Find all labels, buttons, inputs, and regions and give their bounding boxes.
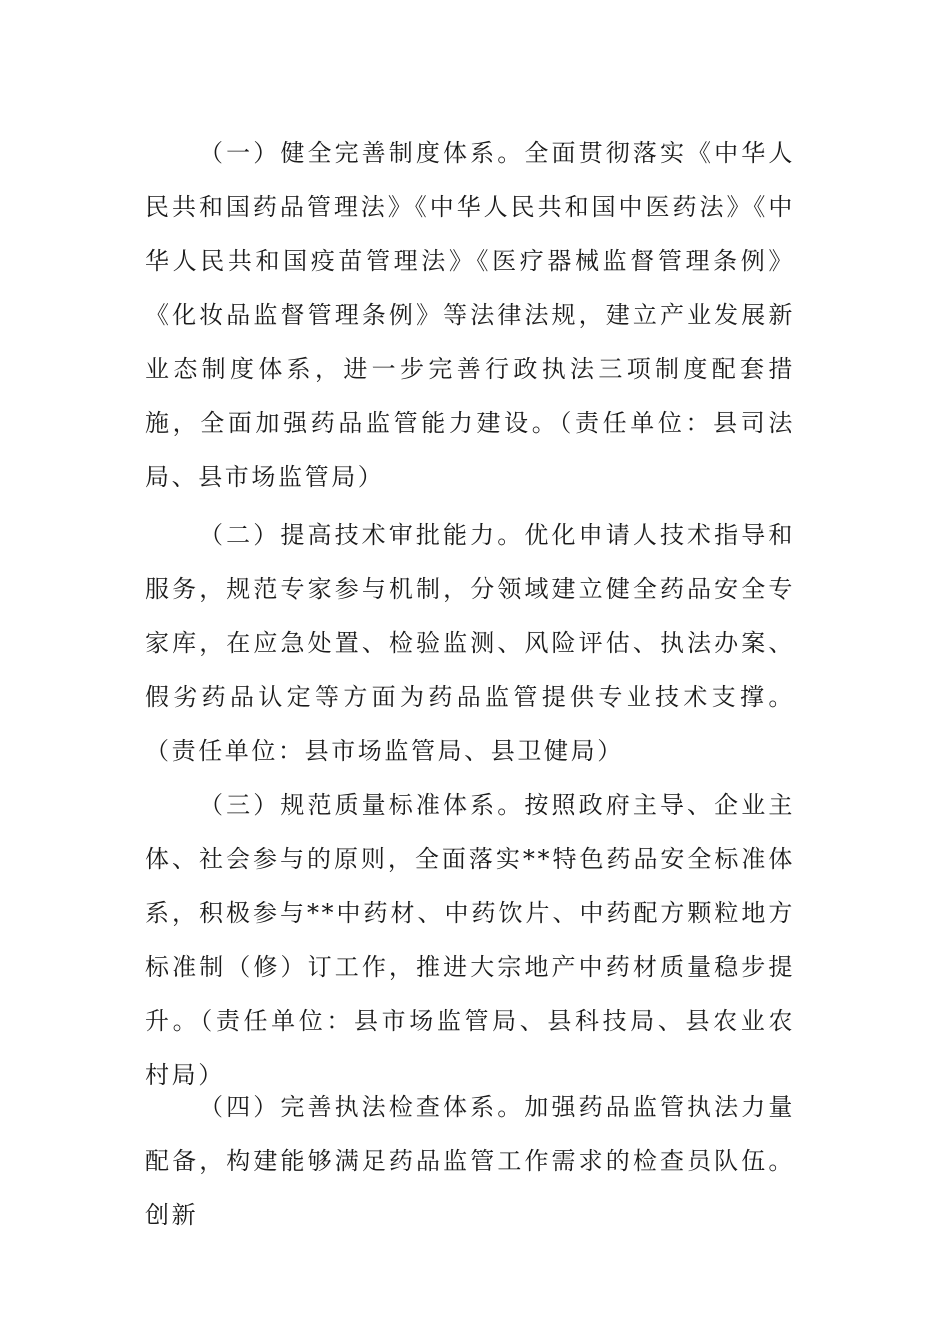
paragraph-1-heading: （一）健全完善制度体系。 bbox=[199, 139, 525, 167]
paragraph-2-body: 优化申请人技术指导和服务，规范专家参与机制，分领域建立健全药品安全专家库，在应急处置、检验监测、风险评估、执法办案、假劣药品认定等方面为药品监管提供专业技术支撑。（责任单位：县市场监管局、县卫健局） bbox=[145, 521, 796, 765]
paragraph-3-heading: （三）规范质量标准体系。 bbox=[199, 791, 525, 819]
paragraph-3 bbox=[145, 778, 795, 1102]
paragraph-3-body: 按照政府主导、企业主体、社会参与的原则，全面落实**特色药品安全标准体系，积极参与**中药材、中药饮片、中药配方颗粒地方标准制（修）订工作，推进大宗地产中药材质量稳步提升。（责任单位：县市场监管局、县科技局、县农业农村局） bbox=[145, 791, 796, 1089]
paragraph-2-heading: （二）提高技术审批能力。 bbox=[199, 521, 525, 549]
paragraph-2 bbox=[145, 508, 795, 778]
paragraph-1 bbox=[145, 126, 795, 504]
paragraph-4-heading: （四）完善执法检查体系。 bbox=[199, 1093, 525, 1121]
paragraph-1-body: 全面贯彻落实《中华人民共和国药品管理法》《中华人民共和国中医药法》《中华人民共和国疫苗管理法》《医疗器械监督管理条例》《化妆品监督管理条例》等法律法规，建立产业发展新业态制度体系，进一步完善行政执法三项制度配套措施，全面加强药品监管能力建设。（责任单位：县司法局、县市场监管局） bbox=[145, 139, 796, 491]
paragraph-4-body: 加强药品监管执法力量配备，构建能够满足药品监管工作需求的检查员队伍。创新 bbox=[145, 1093, 796, 1229]
paragraph-4 bbox=[145, 1080, 795, 1242]
